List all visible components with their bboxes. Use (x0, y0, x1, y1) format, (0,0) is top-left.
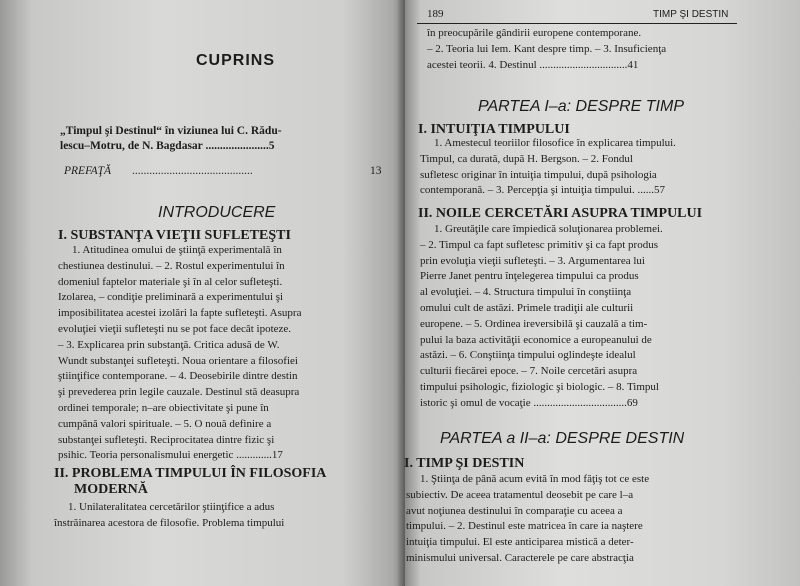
summary-line: timpului psihologic, fiziologic şi biologic. – 8. Timpul (420, 380, 659, 393)
summary-line: omului cult de astăzi. Primele tradiţii ale culturii (420, 301, 634, 314)
chapter-heading-continued: MODERNĂ (74, 482, 148, 497)
summary-line: istoric şi omul de vocaţie ..................................69 (420, 396, 638, 409)
chapter-heading: I. SUBSTANŢA VIEŢII SUFLETEŞTI (58, 228, 291, 243)
part-heading: PARTEA I–a: DESPRE TIMP (478, 98, 684, 115)
summary-line: europene. – 5. Ordinea ireversibilă şi cauzală a tim- (420, 317, 648, 330)
summary-line: psihic. Teoria personalismului energetic .............17 (58, 449, 283, 462)
chapter-summary (420, 222, 750, 412)
page-number: 189 (427, 8, 444, 20)
summary-line: – 2. Timpul ca fapt sufletesc primitiv şi ca fapt produs (420, 238, 658, 251)
summary-line: prin evoluţia vieţii sufleteşti. – 3. Argumentarea lui (420, 254, 645, 267)
summary-line: 1. Greutăţile care împiedică soluţionarea problemei. (434, 223, 663, 235)
summary-line: 1. Unilateralitatea cercetărilor ştiinţifice a adus (68, 501, 275, 513)
summary-line: Timpul, ca durată, după H. Bergson. – 2. Fondul (420, 152, 633, 165)
summary-line: intuiţia timpului. El este anticiparea mistică a deter- (406, 536, 634, 549)
summary-line: substanţei sufleteşti. Reciprocitatea dintre fizic şi (58, 433, 275, 446)
summary-line: evoluţiei vieţii sufleteşti nu se pot face decât ipoteze. (58, 322, 292, 335)
chapter-heading: I. TIMP ŞI DESTIN (404, 456, 525, 471)
chapter-heading: II. NOILE CERCETĂRI ASUPRA TIMPULUI (418, 206, 703, 221)
summary-line: contemporană. – 3. Percepţia şi intuiţia timpului. ......57 (420, 184, 666, 197)
summary-line: Izolarea, – condiţie preliminară a experimentului şi (58, 291, 284, 304)
preface-page-number: 13 (370, 165, 382, 177)
summary-line: timpului. – 2. Destinul este matricea în care ia naştere (406, 520, 643, 533)
summary-line: Pierre Janet pentru înţelegerea timpului ca produs (420, 270, 639, 283)
summary-line: acestei teorii. 4. Destinul ................................41 (427, 58, 639, 71)
continued-summary (427, 26, 747, 73)
preface-dots: .......................................... (132, 165, 253, 177)
intro-entry-line2: lescu–Motru, de N. Bagdasar ......................5 (60, 140, 275, 152)
section-introducere: INTRODUCERE (158, 204, 276, 221)
summary-line: astăzi. – 6. Conştiinţa timpului oglindeşte idealul (420, 349, 636, 362)
summary-line: minismului universal. Caracterele pe care abstracţia (406, 551, 634, 564)
summary-line: şi prevederea prin legile cauzale. Destinul stă deasupra (58, 386, 300, 399)
running-head: TIMP ŞI DESTIN (653, 9, 729, 20)
chapter-summary (420, 136, 750, 199)
chapter-summary (406, 472, 746, 567)
summary-line: – 3. Explicarea prin substanţă. Critica adusă de W. (58, 338, 280, 351)
header-rule (417, 23, 737, 24)
summary-line: subiectiv. De aceea tratamentul deosebit pe care l–a (406, 488, 634, 501)
summary-line: în preocupările gândirii europene contemporane. (427, 27, 642, 39)
summary-line: imposibilitatea acestei izolări la fapte sufleteşti. Asupra (58, 307, 302, 320)
chapter-heading: II. PROBLEMA TIMPULUI ÎN FILOSOFIA (54, 466, 327, 481)
summary-line: avut noţiunea destinului în comparaţie cu aceea a (406, 504, 623, 517)
summary-line: chestiunea destinului. – 2. Rostul experimentului în (58, 259, 285, 272)
chapter-summary (54, 500, 374, 532)
summary-line: 1. Amestecul teoriilor filosofice în explicarea timpului. (434, 137, 676, 149)
summary-line: Wundt substanţei sufleteşti. Noua orientare a filosofiei (58, 354, 298, 367)
summary-line: 1. Ştiinţa de până acum evită în mod făţiş tot ce este (420, 473, 650, 485)
summary-line: sufletesc originar în intuiţia timpului, după psihologia (420, 168, 657, 181)
part-heading: PARTEA a II–a: DESPRE DESTIN (440, 430, 685, 447)
summary-line: – 2. Teoria lui Iem. Kant despre timp. – 3. Insuficienţa (427, 42, 667, 55)
chapter-summary (58, 243, 374, 464)
intro-entry-line1: „Timpul şi Destinul“ în viziunea lui C. Rădu- (60, 125, 282, 137)
summary-line: 1. Atitudinea omului de ştiinţă experimentală în (72, 244, 282, 256)
chapter-heading: I. INTUIŢIA TIMPULUI (418, 122, 570, 137)
summary-line: al evoluţiei. – 4. Structura timpului în conştiinţa (420, 286, 632, 299)
summary-line: culturii fiecărei epoce. – 7. Noile cercetări asupra (420, 365, 638, 378)
summary-line: înstrăinarea acestora de filosofie. Problema timpului (54, 516, 285, 529)
summary-line: pului la baza activităţii economice a europeanului de (420, 333, 652, 346)
summary-line: ştiinţifice contemporane. – 4. Deosebirile dintre destin (58, 370, 298, 383)
summary-line: cumpănă valori spirituale. – 5. O nouă definire a (58, 417, 272, 430)
preface-label: PREFAŢĂ (64, 165, 112, 177)
summary-line: ordinei temporale; n–are obiectivitate şi pune în (58, 401, 269, 414)
page-title: CUPRINS (196, 52, 276, 69)
summary-line: domeniul faptelor materiale şi în al celor sufleteşti. (58, 275, 283, 288)
